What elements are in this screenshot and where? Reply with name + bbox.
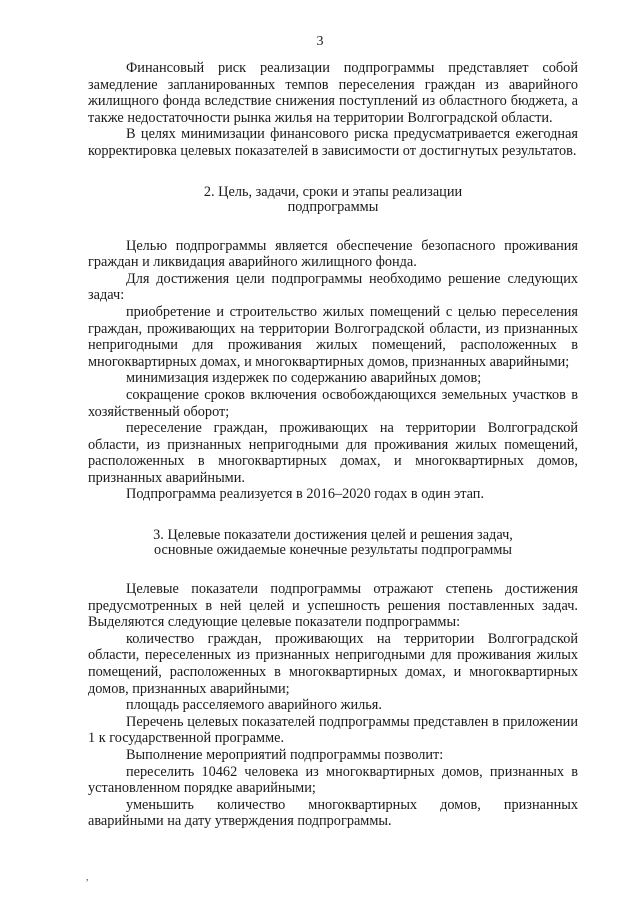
- heading-line: подпрограммы: [287, 198, 379, 215]
- paragraph: Для достижения цели подпрограммы необходимо решение следующих задач:: [88, 270, 578, 304]
- document-body: [88, 60, 578, 830]
- page-number: 3: [316, 34, 324, 49]
- paragraph: площадь расселяемого аварийного жилья.: [126, 697, 382, 714]
- heading-line: 2. Цель, задачи, сроки и этапы реализации: [203, 183, 463, 200]
- paragraph: уменьшить количество многоквартирных домов, признанных аварийными на дату утверждения подпрограммы.: [88, 796, 578, 830]
- paragraph: минимизация издержек по содержанию аварийных домов;: [126, 370, 482, 387]
- paragraph: количество граждан, проживающих на территории Волгоградской области, переселенных из признанных непригодными для проживания жилых помещений, расположенных в многоквартирных домах, и многоквартирных домов, признанных аварийными;: [88, 630, 578, 697]
- section-target-indicators: [88, 581, 578, 830]
- paragraph: переселить 10462 человека из многоквартирных домов, признанных в установленном порядке аварийными;: [88, 763, 578, 797]
- section-heading-2: [88, 185, 578, 215]
- paragraph: Выполнение мероприятий подпрограммы позволит:: [126, 747, 444, 763]
- paragraph: сокращение сроков включения освобождающихся земельных участков в хозяйственный оборот;: [88, 386, 578, 420]
- paragraph: приобретение и строительство жилых помещений с целью переселения граждан, проживающих на территории Волгоградской области, из признанных непригодными для проживания жилых помещений, расположенных в многоквартирных домах, и многоквартирных домов, признанных аварийными;: [88, 303, 578, 370]
- paragraph: Подпрограмма реализуется в 2016–2020 годах в один этап.: [126, 486, 485, 503]
- heading-line: 3. Целевые показатели достижения целей и решения задач,: [153, 527, 513, 544]
- section-goals-tasks: [88, 238, 578, 504]
- section-heading-3: [88, 528, 578, 558]
- paragraph: В целях минимизации финансового риска предусматривается ежегодная корректировка целевых показателей в зависимости от достигнутых результатов.: [88, 126, 578, 159]
- paragraph: переселение граждан, проживающих на территории Волгоградской области, из признанных непригодными для проживания жилых помещений, расположенных в многоквартирных домах, и многоквартирных домов, признанных аварийными.: [88, 420, 578, 486]
- paragraph: Целевые показатели подпрограммы отражают степень достижения предусмотренных в ней целей и успешность решения поставленных задач. Выделяются следующие целевые показатели подпрограммы:: [88, 581, 578, 631]
- section-financial-risk: [88, 60, 578, 160]
- paragraph: Перечень целевых показателей подпрограммы представлен в приложении 1 к государственной программе.: [88, 713, 578, 747]
- heading-line: основные ожидаемые конечные результаты подпрограммы: [154, 542, 512, 559]
- paragraph: Финансовый риск реализации подпрограммы представляет собой замедление запланированных темпов переселения граждан из аварийного жилищного фонда вследствие снижения поступлений из областного бюджета, а также недостаточности рынка жилья на территории Волгоградской области.: [88, 60, 578, 126]
- paragraph: Целью подпрограммы является обеспечение безопасного проживания граждан и ликвидация аварийного жилищного фонда.: [88, 237, 578, 271]
- margin-mark: ,: [86, 872, 89, 883]
